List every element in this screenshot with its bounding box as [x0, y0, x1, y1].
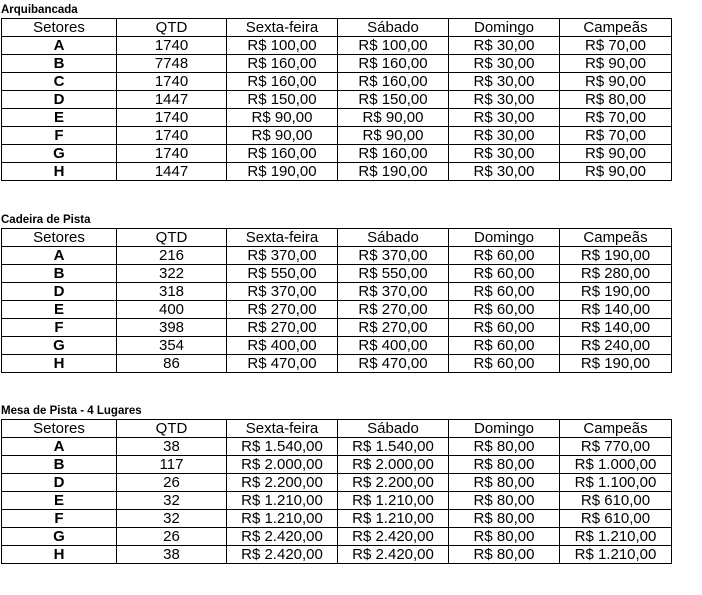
header-setores: Setores: [2, 420, 117, 438]
friday-price-cell: R$ 100,00: [227, 37, 338, 55]
sector-cell: H: [2, 163, 117, 181]
saturday-price-cell: R$ 400,00: [338, 337, 449, 355]
qtd-cell: 117: [117, 456, 227, 474]
sector-cell: E: [2, 109, 117, 127]
sunday-price-cell: R$ 30,00: [449, 73, 560, 91]
champions-price-cell: R$ 1.100,00: [560, 474, 672, 492]
saturday-price-cell: R$ 160,00: [338, 73, 449, 91]
table-row: [2, 456, 672, 474]
champions-price-cell: R$ 1.210,00: [560, 528, 672, 546]
header-row: [2, 19, 672, 37]
saturday-price-cell: R$ 160,00: [338, 145, 449, 163]
header-sabado: Sábado: [338, 420, 449, 438]
champions-price-cell: R$ 90,00: [560, 73, 672, 91]
price-table: [1, 228, 672, 373]
sector-cell: G: [2, 145, 117, 163]
header-sabado: Sábado: [338, 19, 449, 37]
table-row: [2, 301, 672, 319]
sunday-price-cell: R$ 60,00: [449, 265, 560, 283]
champions-price-cell: R$ 70,00: [560, 37, 672, 55]
saturday-price-cell: R$ 1.210,00: [338, 510, 449, 528]
saturday-price-cell: R$ 100,00: [338, 37, 449, 55]
friday-price-cell: R$ 370,00: [227, 283, 338, 301]
sunday-price-cell: R$ 80,00: [449, 510, 560, 528]
qtd-cell: 216: [117, 247, 227, 265]
sector-cell: G: [2, 528, 117, 546]
header-campeas: Campeãs: [560, 19, 672, 37]
saturday-price-cell: R$ 1.540,00: [338, 438, 449, 456]
friday-price-cell: R$ 160,00: [227, 55, 338, 73]
sector-cell: F: [2, 319, 117, 337]
qtd-cell: 1447: [117, 163, 227, 181]
sector-cell: E: [2, 301, 117, 319]
table-row: [2, 145, 672, 163]
table-row: [2, 319, 672, 337]
friday-price-cell: R$ 2.420,00: [227, 546, 338, 564]
saturday-price-cell: R$ 2.200,00: [338, 474, 449, 492]
sunday-price-cell: R$ 60,00: [449, 319, 560, 337]
sector-cell: F: [2, 510, 117, 528]
header-sexta-feira: Sexta-feira: [227, 229, 338, 247]
table-row: [2, 55, 672, 73]
header-campeas: Campeãs: [560, 229, 672, 247]
qtd-cell: 1740: [117, 109, 227, 127]
saturday-price-cell: R$ 90,00: [338, 109, 449, 127]
sector-cell: H: [2, 355, 117, 373]
friday-price-cell: R$ 160,00: [227, 73, 338, 91]
qtd-cell: 400: [117, 301, 227, 319]
qtd-cell: 318: [117, 283, 227, 301]
table-row: [2, 37, 672, 55]
sector-cell: F: [2, 127, 117, 145]
qtd-cell: 398: [117, 319, 227, 337]
champions-price-cell: R$ 80,00: [560, 91, 672, 109]
champions-price-cell: R$ 280,00: [560, 265, 672, 283]
friday-price-cell: R$ 1.210,00: [227, 492, 338, 510]
qtd-cell: 32: [117, 510, 227, 528]
sunday-price-cell: R$ 30,00: [449, 145, 560, 163]
sunday-price-cell: R$ 30,00: [449, 109, 560, 127]
section-title: Arquibancada: [1, 4, 78, 16]
section-mesa-de-pista: [1, 404, 672, 564]
friday-price-cell: R$ 2.420,00: [227, 528, 338, 546]
saturday-price-cell: R$ 1.210,00: [338, 492, 449, 510]
table-row: [2, 283, 672, 301]
section-arquibancada: [1, 3, 672, 181]
header-sexta-feira: Sexta-feira: [227, 420, 338, 438]
header-domingo: Domingo: [449, 420, 560, 438]
friday-price-cell: R$ 270,00: [227, 319, 338, 337]
friday-price-cell: R$ 190,00: [227, 163, 338, 181]
champions-price-cell: R$ 610,00: [560, 510, 672, 528]
saturday-price-cell: R$ 2.420,00: [338, 528, 449, 546]
champions-price-cell: R$ 770,00: [560, 438, 672, 456]
table-row: [2, 91, 672, 109]
header-domingo: Domingo: [449, 19, 560, 37]
champions-price-cell: R$ 70,00: [560, 109, 672, 127]
sunday-price-cell: R$ 60,00: [449, 355, 560, 373]
champions-price-cell: R$ 90,00: [560, 145, 672, 163]
qtd-cell: 32: [117, 492, 227, 510]
table-row: [2, 528, 672, 546]
header-qtd: QTD: [117, 19, 227, 37]
table-row: [2, 438, 672, 456]
qtd-cell: 7748: [117, 55, 227, 73]
header-setores: Setores: [2, 19, 117, 37]
champions-price-cell: R$ 70,00: [560, 127, 672, 145]
friday-price-cell: R$ 90,00: [227, 109, 338, 127]
saturday-price-cell: R$ 270,00: [338, 301, 449, 319]
friday-price-cell: R$ 90,00: [227, 127, 338, 145]
champions-price-cell: R$ 240,00: [560, 337, 672, 355]
qtd-cell: 1740: [117, 73, 227, 91]
table-row: [2, 492, 672, 510]
sector-cell: D: [2, 474, 117, 492]
champions-price-cell: R$ 140,00: [560, 301, 672, 319]
champions-price-cell: R$ 190,00: [560, 283, 672, 301]
sector-cell: A: [2, 247, 117, 265]
table-row: [2, 337, 672, 355]
sector-cell: H: [2, 546, 117, 564]
qtd-cell: 1740: [117, 145, 227, 163]
champions-price-cell: R$ 1.000,00: [560, 456, 672, 474]
friday-price-cell: R$ 2.200,00: [227, 474, 338, 492]
table-row: [2, 474, 672, 492]
sector-cell: D: [2, 91, 117, 109]
sunday-price-cell: R$ 30,00: [449, 37, 560, 55]
sunday-price-cell: R$ 30,00: [449, 127, 560, 145]
sunday-price-cell: R$ 80,00: [449, 546, 560, 564]
sunday-price-cell: R$ 60,00: [449, 337, 560, 355]
sunday-price-cell: R$ 80,00: [449, 528, 560, 546]
champions-price-cell: R$ 190,00: [560, 355, 672, 373]
section-cadeira-de-pista: [1, 213, 672, 373]
saturday-price-cell: R$ 90,00: [338, 127, 449, 145]
sunday-price-cell: R$ 30,00: [449, 163, 560, 181]
friday-price-cell: R$ 1.210,00: [227, 510, 338, 528]
header-sabado: Sábado: [338, 229, 449, 247]
sector-cell: C: [2, 73, 117, 91]
header-sexta-feira: Sexta-feira: [227, 19, 338, 37]
qtd-cell: 86: [117, 355, 227, 373]
saturday-price-cell: R$ 2.420,00: [338, 546, 449, 564]
qtd-cell: 354: [117, 337, 227, 355]
sunday-price-cell: R$ 60,00: [449, 301, 560, 319]
saturday-price-cell: R$ 370,00: [338, 247, 449, 265]
header-row: [2, 420, 672, 438]
sunday-price-cell: R$ 80,00: [449, 438, 560, 456]
table-row: [2, 109, 672, 127]
champions-price-cell: R$ 190,00: [560, 247, 672, 265]
table-row: [2, 73, 672, 91]
champions-price-cell: R$ 90,00: [560, 163, 672, 181]
qtd-cell: 26: [117, 528, 227, 546]
sector-cell: B: [2, 55, 117, 73]
saturday-price-cell: R$ 370,00: [338, 283, 449, 301]
friday-price-cell: R$ 270,00: [227, 301, 338, 319]
sector-cell: B: [2, 456, 117, 474]
section-title: Cadeira de Pista: [1, 214, 91, 226]
champions-price-cell: R$ 610,00: [560, 492, 672, 510]
qtd-cell: 38: [117, 546, 227, 564]
sunday-price-cell: R$ 30,00: [449, 55, 560, 73]
sector-cell: A: [2, 438, 117, 456]
table-row: [2, 163, 672, 181]
price-table: [1, 18, 672, 181]
qtd-cell: 1740: [117, 37, 227, 55]
friday-price-cell: R$ 370,00: [227, 247, 338, 265]
sunday-price-cell: R$ 80,00: [449, 456, 560, 474]
saturday-price-cell: R$ 470,00: [338, 355, 449, 373]
qtd-cell: 322: [117, 265, 227, 283]
saturday-price-cell: R$ 550,00: [338, 265, 449, 283]
qtd-cell: 38: [117, 438, 227, 456]
table-row: [2, 127, 672, 145]
sunday-price-cell: R$ 60,00: [449, 283, 560, 301]
saturday-price-cell: R$ 190,00: [338, 163, 449, 181]
table-row: [2, 355, 672, 373]
saturday-price-cell: R$ 270,00: [338, 319, 449, 337]
table-row: [2, 546, 672, 564]
sector-cell: E: [2, 492, 117, 510]
price-table: [1, 419, 672, 564]
saturday-price-cell: R$ 150,00: [338, 91, 449, 109]
header-domingo: Domingo: [449, 229, 560, 247]
champions-price-cell: R$ 140,00: [560, 319, 672, 337]
table-row: [2, 265, 672, 283]
header-campeas: Campeãs: [560, 420, 672, 438]
sector-cell: D: [2, 283, 117, 301]
sunday-price-cell: R$ 60,00: [449, 247, 560, 265]
sunday-price-cell: R$ 80,00: [449, 474, 560, 492]
sunday-price-cell: R$ 80,00: [449, 492, 560, 510]
friday-price-cell: R$ 150,00: [227, 91, 338, 109]
header-qtd: QTD: [117, 420, 227, 438]
header-row: [2, 229, 672, 247]
header-qtd: QTD: [117, 229, 227, 247]
friday-price-cell: R$ 2.000,00: [227, 456, 338, 474]
friday-price-cell: R$ 400,00: [227, 337, 338, 355]
sunday-price-cell: R$ 30,00: [449, 91, 560, 109]
friday-price-cell: R$ 160,00: [227, 145, 338, 163]
saturday-price-cell: R$ 160,00: [338, 55, 449, 73]
qtd-cell: 1740: [117, 127, 227, 145]
section-title: Mesa de Pista - 4 Lugares: [1, 405, 142, 417]
sector-cell: G: [2, 337, 117, 355]
saturday-price-cell: R$ 2.000,00: [338, 456, 449, 474]
table-row: [2, 247, 672, 265]
friday-price-cell: R$ 470,00: [227, 355, 338, 373]
table-row: [2, 510, 672, 528]
qtd-cell: 1447: [117, 91, 227, 109]
header-setores: Setores: [2, 229, 117, 247]
sector-cell: B: [2, 265, 117, 283]
friday-price-cell: R$ 1.540,00: [227, 438, 338, 456]
champions-price-cell: R$ 1.210,00: [560, 546, 672, 564]
sector-cell: A: [2, 37, 117, 55]
qtd-cell: 26: [117, 474, 227, 492]
friday-price-cell: R$ 550,00: [227, 265, 338, 283]
champions-price-cell: R$ 90,00: [560, 55, 672, 73]
